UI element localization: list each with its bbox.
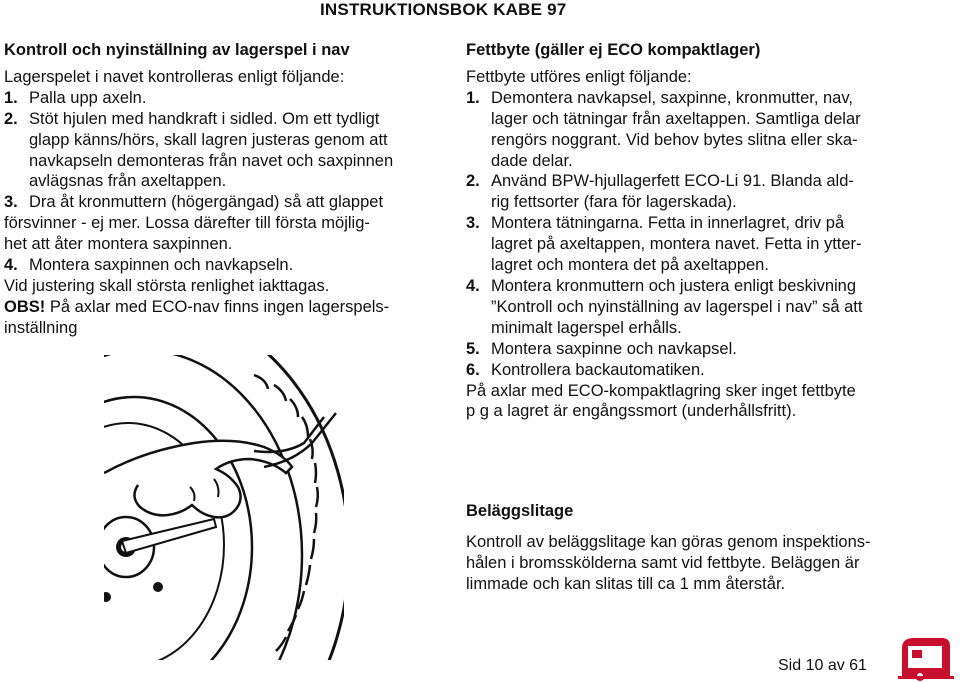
step-number: 3. — [4, 193, 18, 212]
line: limmade och kan slitas till ca 1 mm återstår. — [466, 575, 786, 593]
step-text: Palla upp axeln. — [29, 88, 147, 107]
caravan-logo-icon — [898, 632, 954, 682]
wheel-hub-wrench-illustration — [104, 355, 344, 660]
step-3 — [4, 192, 416, 213]
section-heading-lagerspel: Kontroll och nyinställning av lagerspel i nav — [4, 41, 350, 59]
step-number: 2. — [4, 109, 18, 128]
section-heading-fettbyte: Fettbyte (gäller ej ECO kompaktlager) — [466, 41, 761, 59]
step-number: 4. — [466, 276, 480, 295]
step-text — [491, 276, 898, 339]
line: p g a lagret är engångssmort (underhållsfritt). — [466, 402, 797, 421]
left-column — [4, 40, 416, 339]
step-2 — [4, 109, 416, 193]
line: rengörs noggrant. Vid behov bytes slitna eller ska- — [491, 130, 858, 149]
step-1 — [4, 88, 416, 109]
document-header: INSTRUKTIONSBOK KABE 97 — [320, 0, 567, 19]
step-text — [29, 109, 416, 193]
step-number: 1. — [466, 88, 480, 107]
closing-note — [466, 381, 898, 423]
step-number: 4. — [4, 256, 18, 275]
step-number: 5. — [466, 339, 480, 358]
obs-label: OBS! — [4, 297, 46, 316]
step-number: 2. — [466, 172, 480, 191]
brake-text — [466, 532, 898, 595]
line: navkapseln demonteras från navet och saxpinnen — [29, 151, 394, 170]
line: Använd BPW-hjullagerfett ECO-Li 91. Blanda ald- — [491, 172, 854, 191]
intro-text: Lagerspelet i navet kontrolleras enligt följande: — [4, 67, 345, 86]
line: rig fettsorter (fara för lagerskada). — [491, 193, 737, 212]
step-2 — [466, 171, 898, 213]
line: ”Kontroll och nyinställning av lagerspel i nav” så att — [491, 297, 863, 316]
line: het att åter montera saxpinnen. — [4, 235, 233, 254]
obs-note — [4, 297, 416, 339]
line: På axlar med ECO-kompaktlagring sker inget fettbyte — [466, 381, 856, 400]
line: glapp känns/hörs, skall lagren justeras genom att — [29, 130, 388, 149]
obs-text: På axlar med ECO-nav finns ingen lagerspels- — [45, 297, 390, 316]
line: lagret på axeltappen, montera navet. Fetta in ytter- — [491, 235, 862, 254]
step-text — [491, 171, 898, 213]
line: minimalt lagerspel erhålls. — [491, 318, 682, 337]
step-4 — [466, 276, 898, 339]
step-number: 1. — [4, 88, 18, 107]
step-5 — [466, 339, 898, 360]
page-number: Sid 10 av 61 — [778, 657, 867, 674]
step-3-continuation — [4, 213, 416, 255]
step-text: Dra åt kronmuttern (högergängad) så att glappet — [29, 193, 384, 212]
line: avlägsnas från axeltappen. — [29, 172, 227, 191]
line: Kontroll av beläggslitage kan göras genom inspektions- — [466, 533, 871, 551]
obs-text-cont: inställning — [4, 318, 78, 337]
line: hålen i bromsskölderna samt vid fettbyte. Beläggen är — [466, 554, 860, 572]
step-text: Kontrollera backautomatiken. — [491, 360, 705, 379]
step-3 — [466, 213, 898, 276]
step-number: 3. — [466, 214, 480, 233]
line: Montera tätningarna. Fetta in innerlagret, driv på — [491, 214, 845, 233]
line: Demontera navkapsel, saxpinne, kronmutter, nav, — [491, 88, 853, 107]
step-text — [491, 213, 898, 276]
step-6 — [466, 360, 898, 381]
line: Stöt hjulen med handkraft i sidled. Om ett tydligt — [29, 109, 380, 128]
step-4 — [4, 255, 416, 276]
step-text: Montera saxpinnen och navkapseln. — [29, 256, 294, 275]
line: Montera kronmuttern och justera enligt beskivning — [491, 276, 857, 295]
step-text: Montera saxpinne och navkapsel. — [491, 339, 737, 358]
intro-text: Fettbyte utföres enligt följande: — [466, 67, 692, 86]
step-text — [491, 88, 898, 172]
line: dade delar. — [491, 151, 573, 170]
justering-note: Vid justering skall största renlighet iakttagas. — [4, 276, 330, 295]
line: lager och tätningar från axeltappen. Samtliga delar — [491, 109, 861, 128]
brake-section — [466, 501, 898, 595]
step-number: 6. — [466, 360, 480, 379]
step-1 — [466, 88, 898, 172]
line: lagret och montera det på axeltappen. — [491, 256, 769, 275]
section-heading-belaggslitage: Beläggslitage — [466, 502, 574, 520]
line: försvinner - ej mer. Lossa därefter till första möjlig- — [4, 214, 370, 233]
right-column — [466, 40, 898, 422]
